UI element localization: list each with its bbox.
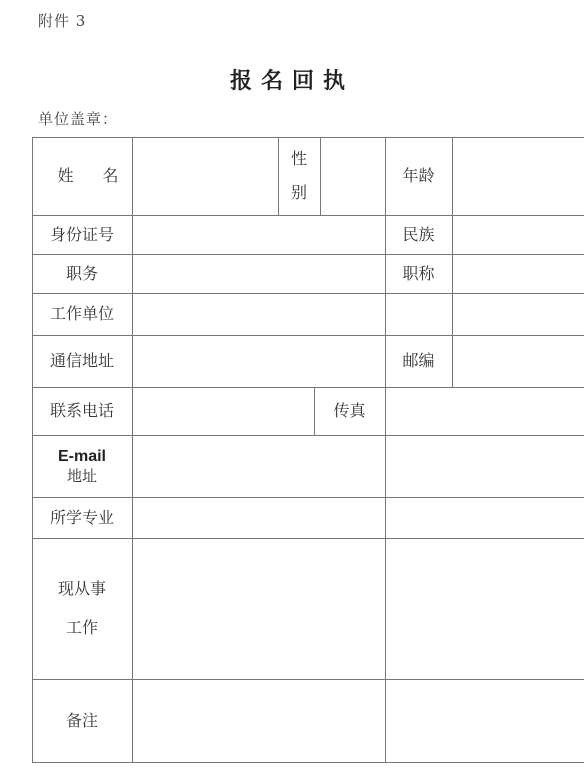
ethnicity-field[interactable] — [453, 216, 584, 254]
name-field[interactable] — [133, 138, 278, 215]
professional-title-label: 职称 — [402, 263, 435, 283]
attachment-label: 附件 3 — [38, 12, 87, 30]
name-label: 姓 名 — [57, 166, 131, 186]
registration-form-table — [32, 137, 584, 763]
employer-field[interactable] — [133, 294, 584, 335]
id-number-field[interactable] — [133, 216, 385, 254]
age-field[interactable] — [453, 138, 584, 215]
page-title: 报名回执 — [229, 68, 354, 94]
remarks-field[interactable] — [133, 680, 385, 762]
professional-title-field[interactable] — [453, 255, 584, 293]
current-work-label-line2: 工作 — [65, 617, 98, 637]
id-number-label: 身份证号 — [49, 224, 114, 244]
ethnicity-label: 民族 — [402, 224, 435, 244]
email-label-en: E-mail — [57, 448, 106, 466]
email-field[interactable] — [133, 436, 385, 497]
current-work-field[interactable] — [133, 539, 385, 679]
position-field[interactable] — [133, 255, 385, 293]
mailing-address-field[interactable] — [133, 336, 385, 387]
email-label — [32, 435, 132, 497]
major-field[interactable] — [133, 498, 385, 538]
gender-label: 性别 — [290, 149, 307, 202]
major-label: 所学专业 — [49, 507, 114, 527]
column-divider — [385, 387, 386, 763]
employer-label: 工作单位 — [49, 304, 114, 324]
current-work-label — [32, 538, 132, 679]
age-label: 年龄 — [402, 166, 435, 186]
position-label: 职务 — [65, 263, 98, 283]
current-work-label-line1: 现从事 — [57, 579, 106, 599]
gender-field[interactable] — [321, 138, 385, 215]
gender-label-cell — [278, 137, 320, 215]
mailing-address-label: 通信地址 — [49, 351, 114, 371]
email-label-cn: 地址 — [66, 466, 97, 485]
phone-field[interactable] — [133, 388, 314, 435]
fax-label: 传真 — [333, 401, 366, 421]
table-border-bottom — [32, 762, 584, 763]
postcode-field[interactable] — [453, 336, 584, 387]
remarks-label: 备注 — [65, 710, 98, 730]
postcode-label: 邮编 — [402, 351, 435, 371]
fax-field[interactable] — [386, 388, 584, 435]
seal-label: 单位盖章： — [38, 110, 119, 128]
phone-label: 联系电话 — [49, 401, 114, 421]
